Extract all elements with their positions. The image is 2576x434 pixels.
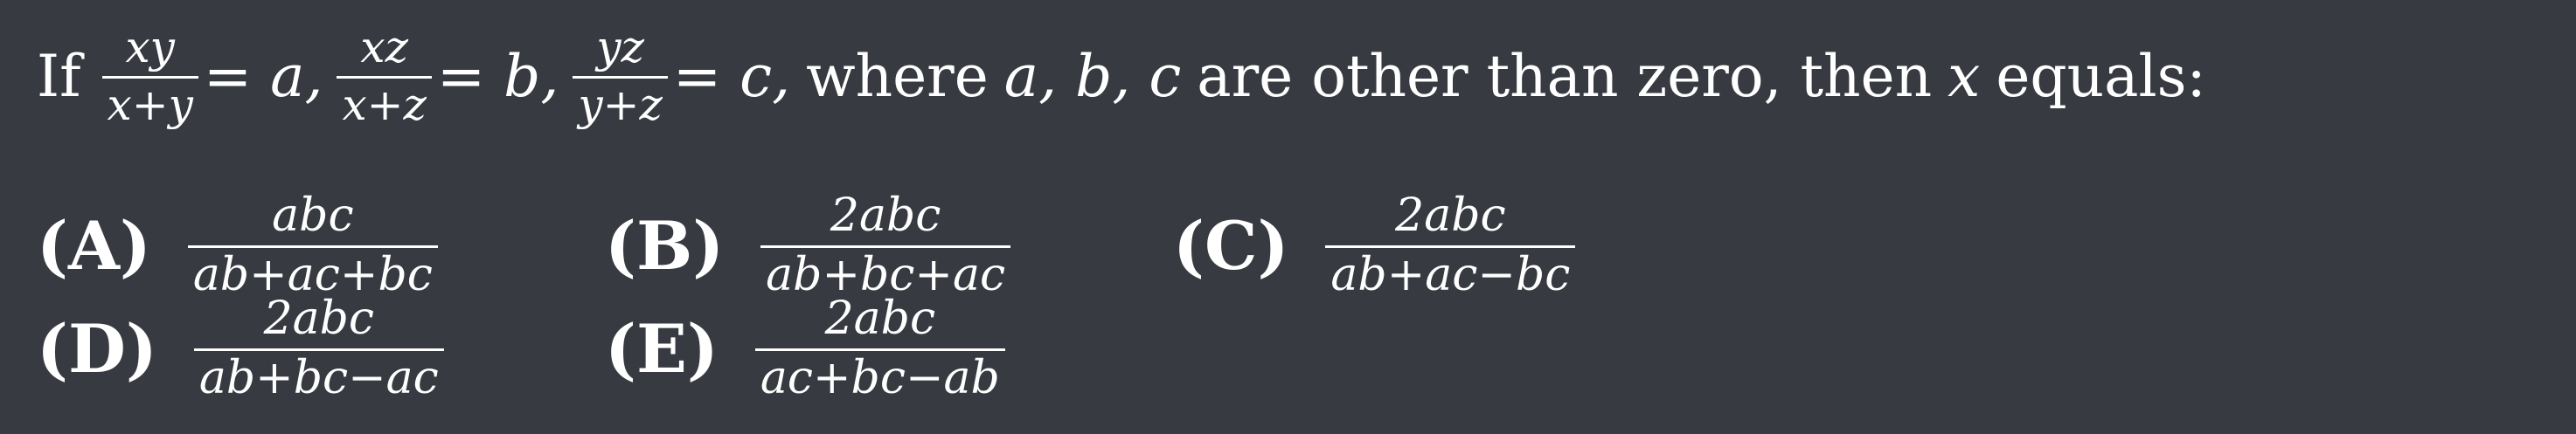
- question-condition: are other than zero, then: [1197, 42, 1933, 110]
- fraction-denominator: x+y: [107, 79, 193, 130]
- fraction-denominator: y+z: [578, 79, 663, 130]
- option-fraction: [760, 189, 1010, 301]
- fraction-numerator: 2abc: [830, 189, 941, 242]
- option-fraction: [188, 189, 438, 301]
- question-vars: a, b, c: [1003, 42, 1182, 110]
- option-b[interactable]: [605, 189, 1016, 301]
- fraction-numerator: 2abc: [1395, 189, 1506, 242]
- option-label: (A): [37, 206, 151, 285]
- fraction-yz: [573, 22, 667, 130]
- fraction-numerator: yz: [596, 22, 644, 72]
- equation-b: = b,: [436, 42, 559, 110]
- option-a[interactable]: [37, 189, 443, 301]
- fraction-numerator: 2abc: [824, 293, 936, 345]
- option-fraction: [755, 295, 1005, 402]
- option-label: (C): [1173, 206, 1289, 285]
- fraction-denominator: ab+ac−bc: [1330, 248, 1571, 301]
- equation-c: = c,: [672, 42, 791, 110]
- fraction-numerator: abc: [272, 189, 354, 242]
- fraction-xy: [102, 22, 198, 130]
- option-fraction: [194, 295, 444, 402]
- option-label: (D): [37, 309, 157, 388]
- option-c[interactable]: [1173, 189, 1580, 301]
- option-d[interactable]: [37, 295, 449, 402]
- question-text: [37, 22, 2206, 130]
- question-target-var: x: [1948, 42, 1981, 110]
- fraction-denominator: ab+bc+ac: [766, 248, 1006, 301]
- fraction-denominator: ab+bc−ac: [198, 351, 439, 404]
- question-where: where: [806, 42, 989, 110]
- fraction-denominator: ac+bc−ab: [760, 351, 1000, 404]
- question-prefix: If: [37, 42, 81, 110]
- option-label: (E): [605, 309, 719, 388]
- equation-a: = a,: [203, 42, 323, 110]
- question-end: equals:: [1996, 42, 2206, 110]
- option-label: (B): [605, 206, 725, 285]
- fraction-numerator: 2abc: [263, 293, 375, 345]
- option-fraction: [1325, 189, 1575, 301]
- fraction-denominator: ab+ac+bc: [192, 248, 433, 301]
- fraction-numerator: xz: [360, 22, 408, 72]
- fraction-denominator: x+z: [342, 79, 427, 130]
- fraction-numerator: xy: [125, 22, 175, 72]
- fraction-xz: [337, 22, 431, 130]
- option-e[interactable]: [605, 295, 1010, 402]
